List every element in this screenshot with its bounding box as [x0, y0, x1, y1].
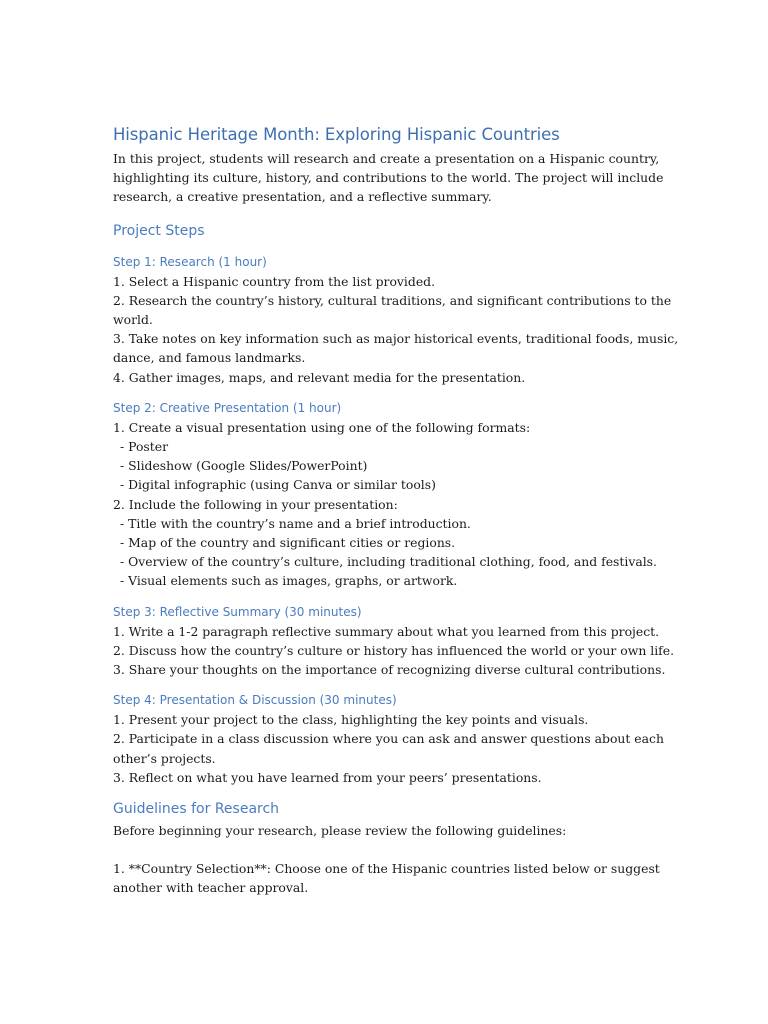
- step-2-body: [113, 418, 657, 591]
- guidelines-line: 1. **Country Selection**: Choose one of the Hispanic countries listed below or suggest: [113, 861, 660, 877]
- step-line: 1. Write a 1-2 paragraph reflective summary about what you learned from this project.: [113, 623, 660, 639]
- step-1-heading: Step 1: Research (1 hour): [113, 254, 267, 269]
- step-4-heading: Step 4: Presentation & Discussion (30 minutes): [113, 693, 397, 708]
- step-line: world.: [113, 312, 153, 328]
- guidelines-line: another with teacher approval.: [113, 880, 309, 896]
- guidelines-item: [113, 859, 660, 897]
- step-line: 1. Create a visual presentation using one of the following formats:: [113, 419, 531, 435]
- step-line: 2. Research the country’s history, cultural traditions, and significant contributions to the: [113, 292, 672, 308]
- step-line: 3. Take notes on key information such as major historical events, traditional foods, music,: [113, 331, 679, 347]
- step-subline: - Visual elements such as images, graphs, or artwork.: [120, 573, 458, 589]
- step-line: 3. Reflect on what you have learned from your peers’ presentations.: [113, 769, 542, 785]
- step-subline: - Poster: [120, 439, 169, 455]
- step-line: 3. Share your thoughts on the importance of recognizing diverse cultural contributions.: [113, 662, 666, 678]
- step-line: 1. Select a Hispanic country from the list provided.: [113, 273, 436, 289]
- step-line: other’s projects.: [113, 750, 216, 766]
- step-line: 1. Present your project to the class, highlighting the key points and visuals.: [113, 712, 589, 728]
- step-1-body: [113, 272, 679, 387]
- step-subline: - Overview of the country’s culture, including traditional clothing, food, and festivals.: [120, 554, 657, 570]
- step-3-heading: Step 3: Reflective Summary (30 minutes): [113, 604, 362, 619]
- guidelines-intro: [113, 821, 648, 840]
- step-line: 4. Gather images, maps, and relevant media for the presentation.: [113, 369, 526, 385]
- step-2-heading: Step 2: Creative Presentation (1 hour): [113, 400, 342, 415]
- step-subline: - Digital infographic (using Canva or similar tools): [120, 477, 436, 493]
- step-line: dance, and famous landmarks.: [113, 350, 306, 366]
- intro-line: In this project, students will research and create a presentation on a Hispanic country,: [113, 151, 660, 166]
- guidelines-heading: Guidelines for Research: [113, 801, 280, 818]
- step-subline: - Title with the country’s name and a brief introduction.: [120, 515, 471, 531]
- step-line: 2. Include the following in your presentation:: [113, 496, 398, 512]
- step-3-body: [113, 622, 675, 680]
- document-body: [113, 124, 679, 898]
- guidelines-intro-line: Before beginning your research, please review the following guidelines:: [113, 823, 567, 839]
- intro-paragraph: [113, 149, 664, 207]
- step-4-body: [113, 710, 664, 787]
- document-title: Hispanic Heritage Month: Exploring Hispanic Countries: [113, 125, 560, 144]
- step-line: 2. Discuss how the country’s culture or history has influenced the world or your own life.: [113, 642, 675, 658]
- step-line: 2. Participate in a class discussion where you can ask and answer questions about each: [113, 731, 664, 747]
- project-steps-heading: Project Steps: [113, 222, 205, 239]
- step-subline: - Slideshow (Google Slides/PowerPoint): [120, 458, 368, 474]
- intro-line: highlighting its culture, history, and contributions to the world. The project will include: [113, 170, 664, 186]
- step-subline: - Map of the country and significant cities or regions.: [120, 535, 456, 551]
- intro-line: research, a creative presentation, and a reflective summary.: [113, 189, 492, 205]
